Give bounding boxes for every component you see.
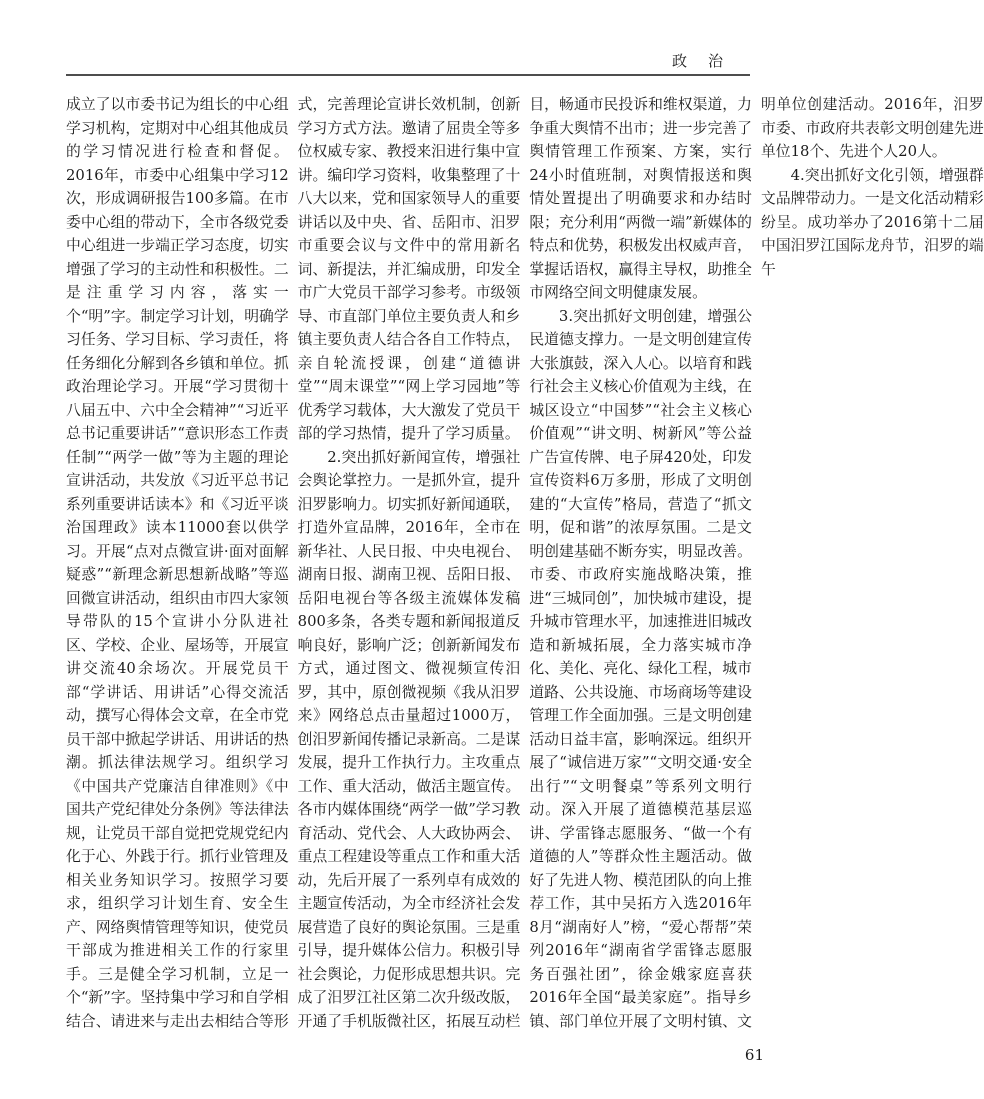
article-text — [66, 93, 984, 1034]
header-rule — [66, 74, 750, 76]
paragraph: 2.突出抓好新闻宣传，增强社会舆论掌控力。一是抓外宣，提升汨罗影响力。切实抓好新闻通联，打造外宣品牌，2016年，全市在新华社、人民日报、中央电视台、湖南日报、湖南卫视、岳阳日报、岳阳电视台等各级主流媒体发稿800多条，各类专题和新闻报道反响良好，影响广泛；创新新闻发布方式，通过图文、微视频宣传汨罗，其中，原创微视频《我从汨罗来》网络总点击量超过1000万，创汨罗新闻传播记录新高。二是谋发展，提升工作执行力。主攻重点工作、重大活动，做活主题宣传。各市内媒体围绕“两学一做”学习教育活动、党代会、人大政协两会、重点工程建设等重点工作和重大活动，先后开展了一系列卓有成效的主题宣传活动，为全市经济社会发展营造了良好的舆论氛围。三是重引导，提升媒体公信力。积极引导社会舆论，力促形成思想共识。完成了汨罗江社区第二次升级改版，开通了手机版微社区，拓展互动栏目，畅通市民投诉和维权渠道，力争重大舆情不出市；进一步完善了舆情管理工作预案、方案，实行24小时值班制，对舆情报送和舆情处置提出了明确要求和办结时限；充分利用“两微一端”新媒体的特点和优势，积极发出权威声音，掌握话语权，赢得主导权，助推全市网络空间文明健康发展。 — [297, 96, 752, 1030]
page-number: 61 — [744, 1046, 764, 1064]
paragraph: 成立了以市委书记为组长的中心组学习机构，定期对中心组其他成员的学习情况进行检查和督促。2016年，市委中心组集中学习12次，形成调研报告100多篇。在市委中心组的带动下，全市各级党委中心组进一步端正学习态度，切实增强了学习的主动性和积极性。二是注重学习内容，落实一个“明”字。制定学习计划，明确学习任务、学习目标、学习责任，将任务细化分解到各乡镇和单位。抓政治理论学习。开展“学习贯彻十八届五中、六中全会精神”“习近平总书记重要讲话”“意识形态工作责任制”“两学一做”等为主题的理论宣讲活动，共发放《习近平总书记系列重要讲话读本》和《习近平谈治国理政》读本11000套以供学习。开展“点对点微宣讲·面对面解疑惑”“新理念新思想新战略”等巡回微宣讲活动，组织由市四大家领导带队的15个宣讲小分队进社区、学校、企业、屋场等，开展宣讲交流40余场次。开展党员干部“学讲话、用讲话”心得交流活动，撰写心得体会文章，在全市党员干部中掀起学讲话、用讲话的热潮。抓法律法规学习。组织学习《中国共产党廉洁自律准则》《中国共产党纪律处分条例》等法律法规，让党员干部自觉把党规党纪内化于心、外践于行。抓行业管理及相关业务知识学习。按照学习要求，组织学习计划生育、安全生产、网络舆情管理等知识，使党员干部成为推进相关工作的行家里手。三是健全学习机制，立足一个“新”字。坚持集中学习和自学相结合、请进来与走出去相结合等形式，完善理论宣讲长效机制，创新学习方式方法。邀请了屈贵全等多位权威专家、教授来汨进行集中宣讲。编印学习资料，收集整理了十八大以来，党和国家领导人的重要讲话以及中央、省、岳阳市、汨罗市重要会议与文件中的常用新名词、新提法，并汇编成册，印发全市广大党员干部学习参考。市级领导、市直部门单位主要负责人和乡镇主要负责人结合各自工作特点，亲自轮流授课，创建“道德讲堂”“周末课堂”“网上学习园地”等优秀学习载体，大大激发了党员干部的学习热情，提升了学习质量。 — [66, 96, 521, 1030]
paragraph: 3.突出抓好文明创建，增强公民道德支撑力。一是文明创建宣传大张旗鼓，深入人心。以培育和践行社会主义核心价值观为主线，在城区设立“中国梦”“社会主义核心价值观”“讲文明、树新风”等公益广告宣传牌、电子屏420处，印发宣传资料6万多册，形成了文明创建的“大宣传”格局，营造了“抓文明，促和谐”的浓厚氛围。二是文明创建基础不断夯实，明显改善。市委、市政府实施战略决策，推进“三城同创”，加快城市建设，提升城市管理水平，加速推进旧城改造和新城拓展，全力落实城市净化、美化、亮化、绿化工程，城市道路、公共设施、市场商场等建设管理工作全面加强。三是文明创建活动日益丰富，影响深远。组织开展了“诚信进万家”“文明交通·安全出行”“文明餐桌”等系列文明行动。深入开展了道德模范基层巡讲、学雷锋志愿服务、“做一个有道德的人”等群众性主题活动。做好了先进人物、模范团队的向上推荐工作，其中吴拓方入选2016年8月“湖南好人”榜，“爱心帮帮”荣列2016年“湖南省学雷锋志愿服务百强社团”，徐金娥家庭喜获2016年全国“最美家庭”。指导乡镇、部门单位开展了文明村镇、文明单位创建活动。2016年，汨罗市委、市政府共表彰文明创建先进单位18个、先进个人20人。 — [529, 96, 984, 1030]
page-header-title: 政 治 — [671, 52, 726, 70]
paragraph: 4.突出抓好文化引领，增强群文品牌带动力。一是文化活动精彩纷呈。成功举办了2016第十二届中国汨罗江国际龙舟节，汨罗的端午 — [760, 166, 984, 278]
